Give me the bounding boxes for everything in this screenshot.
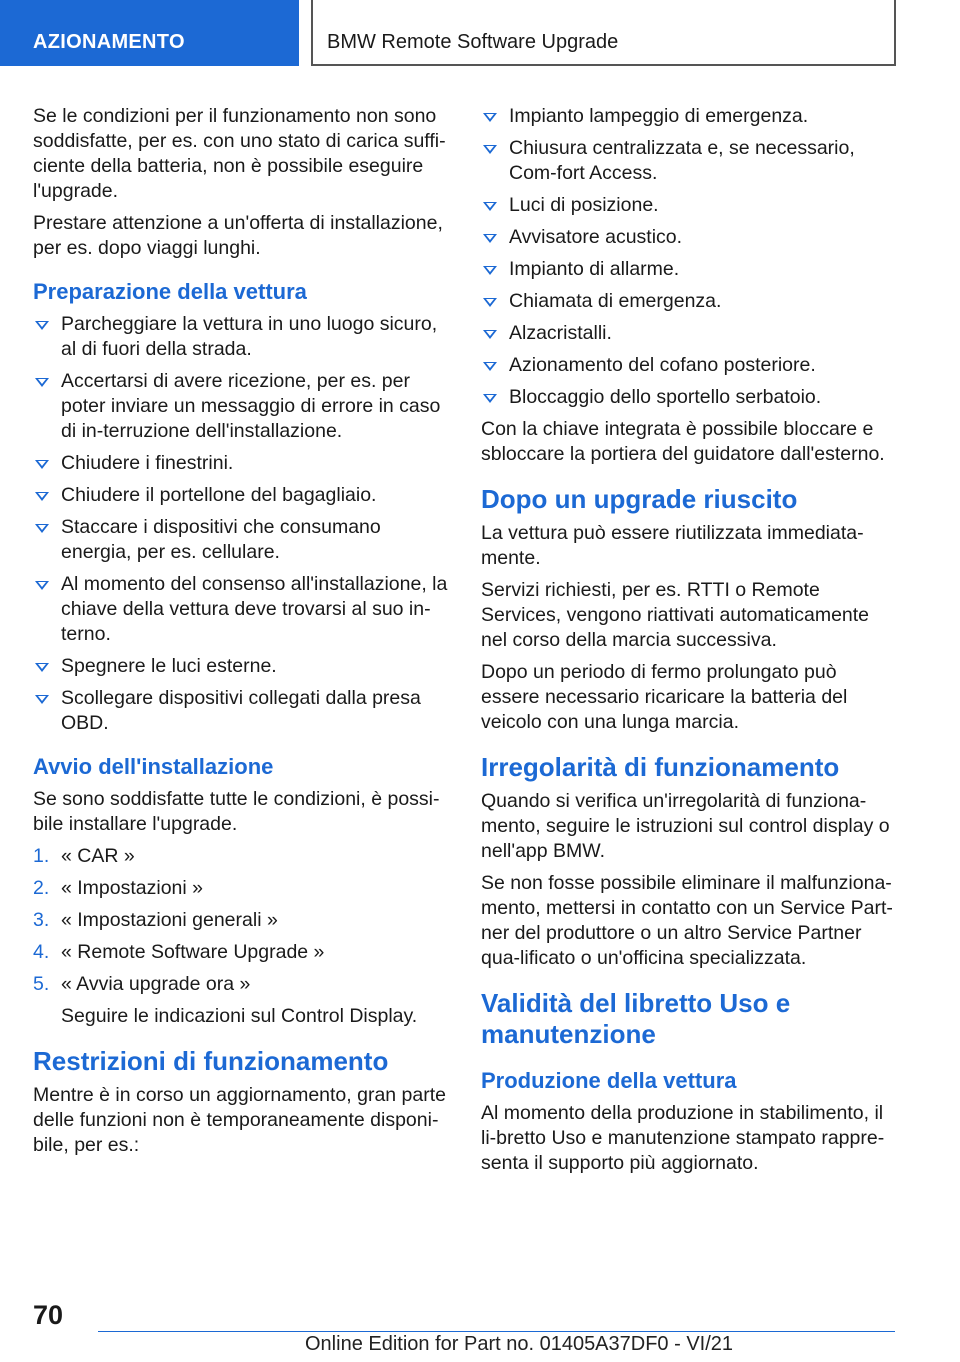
triangle-bullet-icon bbox=[35, 378, 49, 387]
list-item: Avvisatore acustico. bbox=[481, 225, 897, 250]
step-note: Seguire le indicazioni sul Control Display. bbox=[61, 1005, 418, 1027]
triangle-bullet-icon bbox=[35, 321, 49, 330]
triangle-bullet-icon bbox=[35, 695, 49, 704]
list-item: Chiudere il portellone del bagagliaio. bbox=[33, 483, 453, 508]
section-heading: Restrizioni di funzionamento bbox=[33, 1046, 389, 1076]
paragraph: La vettura può essere riutilizzata immediata-mente. bbox=[481, 522, 864, 569]
step-item bbox=[33, 940, 453, 965]
list-item: Bloccaggio dello sportello serbatoio. bbox=[481, 385, 897, 410]
step-text: « Remote Software Upgrade » bbox=[61, 941, 325, 963]
header-divider bbox=[311, 0, 313, 66]
paragraph: Se sono soddisfatte tutte le condizioni, è possi-bile installare l'upgrade. bbox=[33, 788, 440, 835]
step-item bbox=[33, 908, 453, 933]
section-heading: Preparazione della vettura bbox=[33, 279, 307, 304]
paragraph: Quando si verifica un'irregolarità di funziona-mento, seguire le istruzioni sul control display o nell'app BMW. bbox=[481, 790, 890, 862]
restrictions-list bbox=[481, 104, 897, 410]
list-item: Impianto di allarme. bbox=[481, 257, 897, 282]
paragraph: Al momento della produzione in stabilimento, il li-bretto Uso e manutenzione stampato rappre-senta il supporto più aggiornato. bbox=[481, 1102, 885, 1174]
steps-list bbox=[33, 844, 453, 1029]
list-item: Al momento del consenso all'installazione, la chiave della vettura deve trovarsi al suo in-terno. bbox=[33, 572, 453, 647]
step-text: « Impostazioni generali » bbox=[61, 909, 278, 931]
paragraph: Servizi richiesti, per es. RTTI o Remote Services, vengono riattivati automaticamente nel corso della marcia successiva. bbox=[481, 579, 870, 651]
list-item: Alzacristalli. bbox=[481, 321, 897, 346]
paragraph: Prestare attenzione a un'offerta di installazione, per es. dopo viaggi lunghi. bbox=[33, 212, 443, 259]
step-item bbox=[33, 876, 453, 901]
list-item: Scollegare dispositivi collegati dalla presa OBD. bbox=[33, 686, 453, 736]
list-item: Azionamento del cofano posteriore. bbox=[481, 353, 897, 378]
list-item: Staccare i dispositivi che consumano energia, per es. cellulare. bbox=[33, 515, 453, 565]
triangle-bullet-icon bbox=[483, 202, 497, 211]
triangle-bullet-icon bbox=[483, 234, 497, 243]
list-item: Chiusura centralizzata e, se necessario, Com-fort Access. bbox=[481, 136, 897, 186]
page-header bbox=[0, 0, 960, 66]
list-item: Parcheggiare la vettura in uno luogo sicuro, al di fuori della strada. bbox=[33, 312, 453, 362]
step-number: 2. bbox=[33, 877, 50, 899]
page-number: 70 bbox=[33, 1300, 64, 1330]
triangle-bullet-icon bbox=[35, 524, 49, 533]
triangle-bullet-icon bbox=[483, 113, 497, 122]
paragraph: Dopo un periodo di fermo prolungato può essere necessario ricaricare la batteria del veicolo con una lunga marcia. bbox=[481, 661, 848, 733]
section-tab: AZIONAMENTO bbox=[0, 0, 299, 66]
section-heading: Avvio dell'installazione bbox=[33, 754, 274, 779]
triangle-bullet-icon bbox=[483, 145, 497, 154]
triangle-bullet-icon bbox=[483, 394, 497, 403]
triangle-bullet-icon bbox=[35, 460, 49, 469]
section-heading: Validità del libretto Uso e manutenzione bbox=[481, 988, 791, 1049]
triangle-bullet-icon bbox=[483, 266, 497, 275]
preparation-list bbox=[33, 312, 453, 736]
paragraph: Mentre è in corso un aggiornamento, gran parte delle funzioni non è temporaneamente disponi-bile, per es.: bbox=[33, 1084, 446, 1156]
right-column bbox=[481, 104, 897, 1183]
section-heading: Irregolarità di funzionamento bbox=[481, 752, 840, 782]
subsection-heading: Produzione della vettura bbox=[481, 1068, 737, 1093]
header-divider bbox=[311, 64, 896, 66]
triangle-bullet-icon bbox=[483, 330, 497, 339]
step-number: 4. bbox=[33, 941, 50, 963]
paragraph: Con la chiave integrata è possibile bloccare e sbloccare la portiera del guidatore dall'esterno. bbox=[481, 418, 885, 465]
step-text: « Impostazioni » bbox=[61, 877, 203, 899]
list-item: Spegnere le luci esterne. bbox=[33, 654, 453, 679]
triangle-bullet-icon bbox=[35, 581, 49, 590]
triangle-bullet-icon bbox=[35, 492, 49, 501]
list-item: Chiamata di emergenza. bbox=[481, 289, 897, 314]
edition-footer: Online Edition for Part no. 01405A37DF0 - VI/21 bbox=[305, 1333, 734, 1355]
step-number: 5. bbox=[33, 973, 50, 995]
triangle-bullet-icon bbox=[35, 663, 49, 672]
left-column bbox=[33, 104, 453, 1165]
list-item: Chiudere i finestrini. bbox=[33, 451, 453, 476]
paragraph: Se le condizioni per il funzionamento non sono soddisfatte, per es. con uno stato di carica suffi-ciente della batteria, non è possibile eseguire l'upgrade. bbox=[33, 105, 446, 202]
section-heading: Dopo un upgrade riuscito bbox=[481, 484, 798, 514]
footer-divider bbox=[98, 1331, 895, 1332]
step-item bbox=[33, 972, 453, 997]
step-item bbox=[33, 844, 453, 869]
list-item: Luci di posizione. bbox=[481, 193, 897, 218]
list-item: Accertarsi di avere ricezione, per es. per poter inviare un messaggio di errore in caso di in-terruzione dell'installazione. bbox=[33, 369, 453, 444]
step-number: 3. bbox=[33, 909, 50, 931]
step-text: « Avvia upgrade ora » bbox=[61, 973, 251, 995]
step-text: « CAR » bbox=[61, 845, 135, 867]
triangle-bullet-icon bbox=[483, 362, 497, 371]
chapter-title: BMW Remote Software Upgrade bbox=[327, 31, 619, 53]
header-divider bbox=[894, 0, 896, 66]
paragraph: Se non fosse possibile eliminare il malfunziona-mento, mettersi in contatto con un Service Part-ner del produttore o un altro Service Partner qua-lificato o un'officina specializzata. bbox=[481, 872, 893, 969]
step-number: 1. bbox=[33, 845, 50, 867]
list-item: Impianto lampeggio di emergenza. bbox=[481, 104, 897, 129]
triangle-bullet-icon bbox=[483, 298, 497, 307]
